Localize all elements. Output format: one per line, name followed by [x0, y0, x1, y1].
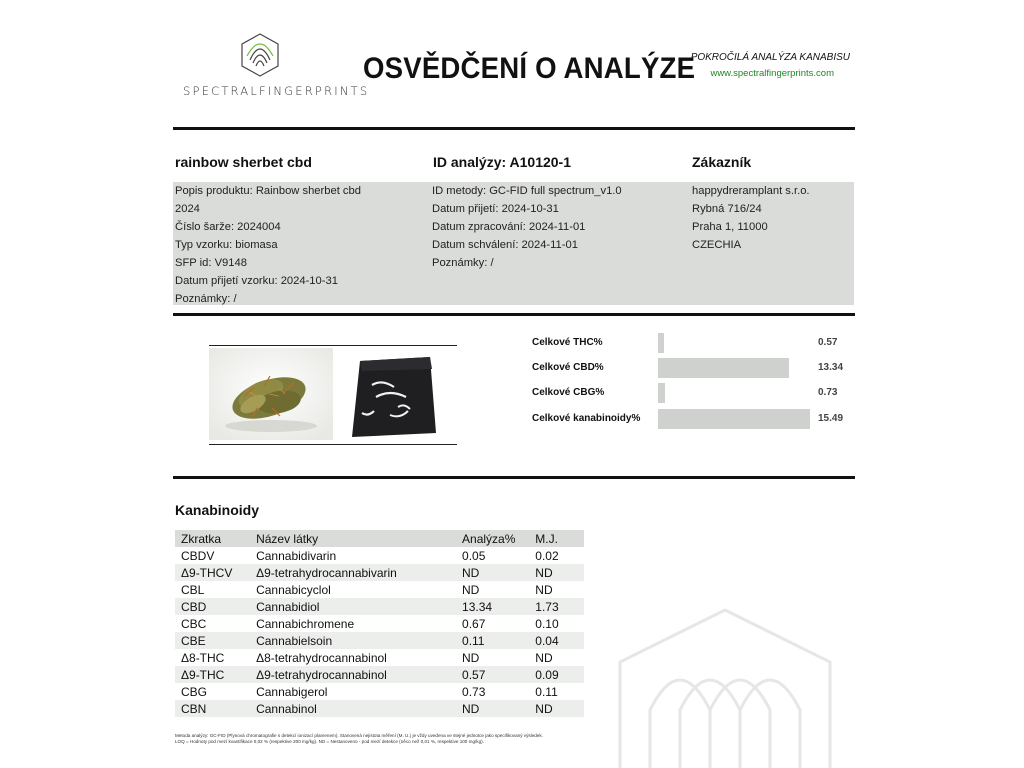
substance-cell: Cannabinol — [250, 700, 456, 717]
total-bar — [658, 409, 810, 429]
total-value: 0.57 — [818, 337, 838, 348]
analysis-cell: 0.73 — [462, 684, 486, 699]
sample-received-date: Datum přijetí vzorku: 2024-10-31 — [175, 275, 338, 287]
table-row — [175, 649, 584, 666]
table-row — [175, 547, 584, 564]
website-link[interactable]: www.spectralfingerprints.com — [710, 68, 834, 79]
analysis-cell: 0.57 — [456, 666, 529, 683]
abbreviation-cell: Δ9-THC — [175, 666, 250, 683]
total-value: 0.73 — [818, 387, 838, 398]
column-header-substance: Název látky — [250, 530, 456, 547]
total-bar-fill — [658, 333, 664, 353]
analysis-cell: 13.34 — [456, 598, 529, 615]
page-title: OSVĚDČENÍ O ANALÝZE — [363, 52, 696, 85]
abbreviation-cell: CBE — [175, 632, 250, 649]
column-header-uncertainty: M.J. — [529, 530, 584, 547]
analysis-cell: 0.05 — [462, 548, 486, 563]
abbreviation-cell: CBD — [175, 598, 250, 615]
substance-cell: Cannabigerol — [256, 684, 328, 699]
method-footnote — [175, 733, 615, 745]
watermark-logo — [610, 600, 840, 768]
total-label: Celkové kanabinoidy% — [532, 413, 641, 424]
total-label: Celkové CBG% — [532, 387, 605, 398]
table-row — [175, 564, 584, 581]
analysis-cell: ND — [456, 700, 529, 717]
batch-number: Číslo šarže: 2024004 — [175, 221, 281, 233]
table-row — [175, 666, 584, 683]
total-bar — [658, 358, 810, 378]
substance-cell: Cannabidivarin — [256, 548, 337, 563]
sfp-id: SFP id: V9148 — [175, 257, 247, 269]
analysis-id-heading: ID analýzy: A10120-1 — [433, 154, 571, 170]
analysis-cell: ND — [462, 650, 480, 665]
analysis-cell: ND — [462, 582, 480, 597]
total-bar-fill — [658, 383, 665, 403]
customer-street: Rybná 716/24 — [692, 203, 762, 215]
total-bar-fill — [658, 358, 789, 378]
table-row — [175, 632, 584, 649]
customer-country: CZECHIA — [692, 239, 742, 251]
substance-cell: Cannabichromene — [256, 616, 355, 631]
substance-cell: Δ8-tetrahydrocannabinol — [256, 650, 387, 665]
substance-cell: Cannabielsoin — [250, 632, 456, 649]
cannabis-flower-image — [209, 348, 333, 440]
abbreviation-cell: CBG — [181, 684, 208, 699]
analysis-cell: 0.11 — [456, 632, 529, 649]
uncertainty-cell: 0.04 — [529, 632, 584, 649]
tagline: POKROČILÁ ANALÝZA KANABISU — [690, 52, 850, 63]
logo-text: SPECTRALFINGERPRINTS — [183, 84, 370, 98]
abbreviation-cell: CBDV — [181, 548, 215, 563]
substance-cell: Cannabidiol — [250, 598, 456, 615]
received-date: Datum přijetí: 2024-10-31 — [432, 203, 559, 215]
customer-city: Praha 1, 11000 — [692, 221, 768, 233]
product-description: Popis produktu: Rainbow sherbet cbd — [175, 185, 361, 197]
sample-type: Typ vzorku: biomasa — [175, 239, 278, 251]
cannabinoids-table — [175, 530, 584, 717]
total-value: 13.34 — [818, 362, 844, 373]
customer-heading: Zákazník — [692, 154, 752, 170]
total-label: Celkové THC% — [532, 337, 603, 348]
analysis-details — [432, 182, 622, 272]
table-row — [175, 683, 584, 700]
analysis-cell: 0.67 — [462, 616, 486, 631]
uncertainty-cell: 1.73 — [529, 598, 584, 615]
uncertainty-cell: 0.10 — [535, 616, 559, 631]
total-bar — [658, 333, 810, 353]
total-bar-fill — [658, 409, 810, 429]
table-row — [175, 700, 584, 717]
substance-cell: Δ9-tetrahydrocannabinol — [250, 666, 456, 683]
product-year: 2024 — [175, 203, 200, 215]
substance-cell: Δ9-tetrahydrocannabivarin — [250, 564, 456, 581]
abbreviation-cell: CBL — [181, 582, 205, 597]
abbreviation-cell: CBN — [175, 700, 250, 717]
footnote-line: Metoda analýzy: GC-FID (Plynová chromatografie s detekcí ionizací plamenem). Stanovená nejistota měření (M. U.) je vždy uvedena ve stejné jednotce jako specifikovaný výsledek. — [175, 733, 543, 738]
uncertainty-cell: ND — [535, 650, 553, 665]
uncertainty-cell: 0.02 — [535, 548, 559, 563]
lower-divider — [173, 476, 855, 479]
abbreviation-cell: Δ8-THC — [181, 650, 225, 665]
abbreviation-cell: CBC — [181, 616, 207, 631]
total-label: Celkové CBD% — [532, 362, 604, 373]
substance-cell: Cannabicyclol — [256, 582, 331, 597]
middle-divider — [173, 313, 855, 316]
method-id: ID metody: GC-FID full spectrum_v1.0 — [432, 185, 622, 197]
top-divider — [173, 127, 855, 130]
package-bag-image — [342, 355, 440, 439]
uncertainty-cell: ND — [529, 564, 584, 581]
processed-date: Datum zpracování: 2024-11-01 — [432, 221, 586, 233]
table-header-row — [175, 530, 584, 547]
analysis-cell: ND — [456, 564, 529, 581]
customer-details — [692, 182, 810, 254]
cannabinoids-title: Kanabinoidy — [175, 502, 260, 518]
column-header-abbreviation: Zkratka — [175, 530, 250, 547]
total-value: 15.49 — [818, 413, 844, 424]
product-name: rainbow sherbet cbd — [175, 154, 312, 170]
table-row — [175, 615, 584, 632]
total-bar — [658, 383, 810, 403]
column-header-analysis: Analýza% — [456, 530, 529, 547]
table-row — [175, 598, 584, 615]
approved-date: Datum schválení: 2024-11-01 — [432, 239, 578, 251]
product-details — [175, 182, 361, 308]
uncertainty-cell: 0.11 — [535, 684, 558, 699]
uncertainty-cell: ND — [529, 700, 584, 717]
uncertainty-cell: ND — [535, 582, 553, 597]
uncertainty-cell: 0.09 — [529, 666, 584, 683]
table-row — [175, 581, 584, 598]
abbreviation-cell: Δ9-THCV — [175, 564, 250, 581]
footnote-line: LOQ = Hodnoty pod mezí kvantifikace 0,02 % (respektive 200 mg/kg). ND = Nestanoveno - pod mezí detekce (něco než 0,01 %, respektive 100 mg/kg). — [175, 739, 484, 744]
product-notes: Poznámky: / — [175, 293, 237, 305]
customer-company: happydreramplant s.r.o. — [692, 185, 810, 197]
analysis-notes: Poznámky: / — [432, 257, 494, 269]
